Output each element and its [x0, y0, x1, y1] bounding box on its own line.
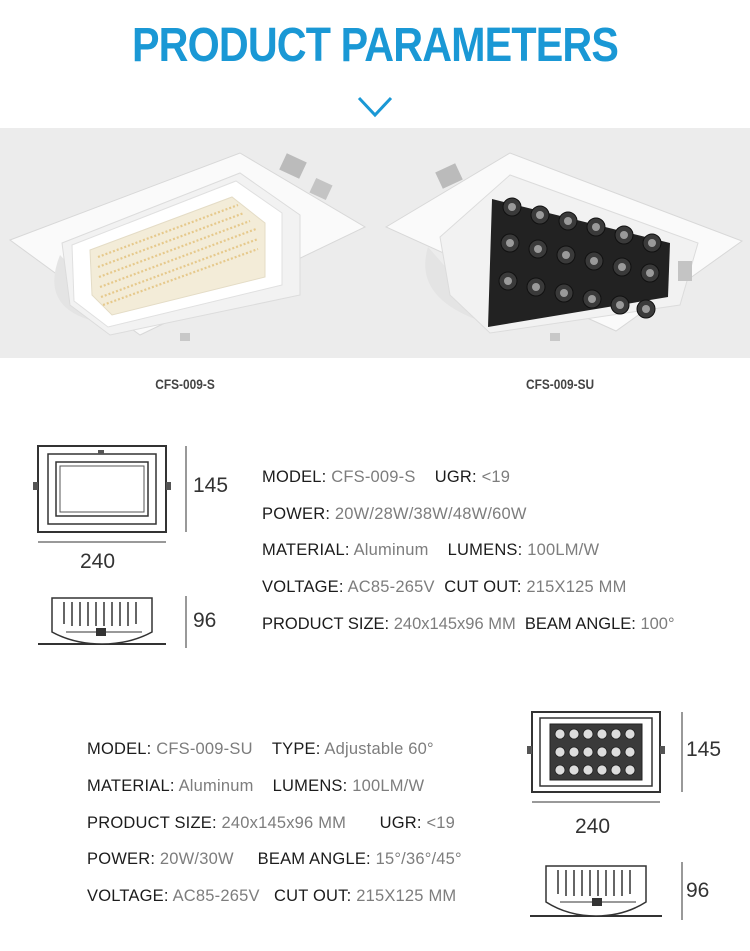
spec-row-power: POWER: 20W/30W BEAM ANGLE: 15°/36°/45° — [87, 850, 462, 868]
dimension-height: 145 — [193, 474, 229, 497]
spec-row-model: MODEL: CFS-009-SU TYPE: Adjustable 60° — [87, 740, 434, 758]
spec-row-voltage: VOLTAGE: AC85-265V CUT OUT: 215X125 MM — [87, 887, 457, 905]
chevron-down-icon — [357, 95, 393, 119]
spec-row-product-size: PRODUCT SIZE: 240x145x96 MM UGR: <19 — [87, 814, 456, 832]
product-image-cfs-009-su — [380, 145, 750, 355]
spec-row-power: POWER: 20W/28W/38W/48W/60W — [262, 505, 527, 523]
product-label: CFS-009-S — [155, 376, 215, 392]
side-view-drawing — [530, 862, 682, 920]
dimension-depth: 96 — [193, 609, 217, 632]
page-title: PRODUCT PARAMETERS — [131, 19, 619, 72]
product-image-cfs-009-s — [0, 145, 380, 355]
spec-row-model: MODEL: CFS-009-S UGR: <19 — [262, 468, 511, 486]
spec-row-material: MATERIAL: Aluminum LUMENS: 100LM/W — [87, 777, 425, 795]
spec-row-voltage: VOLTAGE: AC85-265V CUT OUT: 215X125 MM — [262, 578, 627, 596]
dimension-width: 240 — [80, 550, 116, 573]
dimension-depth: 96 — [686, 879, 710, 902]
dimension-width: 240 — [575, 815, 611, 838]
spec-row-product-size: PRODUCT SIZE: 240x145x96 MM BEAM ANGLE: 100° — [262, 615, 675, 633]
product-label: CFS-009-SU — [526, 376, 595, 392]
dimension-height: 145 — [686, 738, 722, 761]
spec-row-material: MATERIAL: Aluminum LUMENS: 100LM/W — [262, 541, 600, 559]
side-view-drawing — [38, 596, 186, 648]
